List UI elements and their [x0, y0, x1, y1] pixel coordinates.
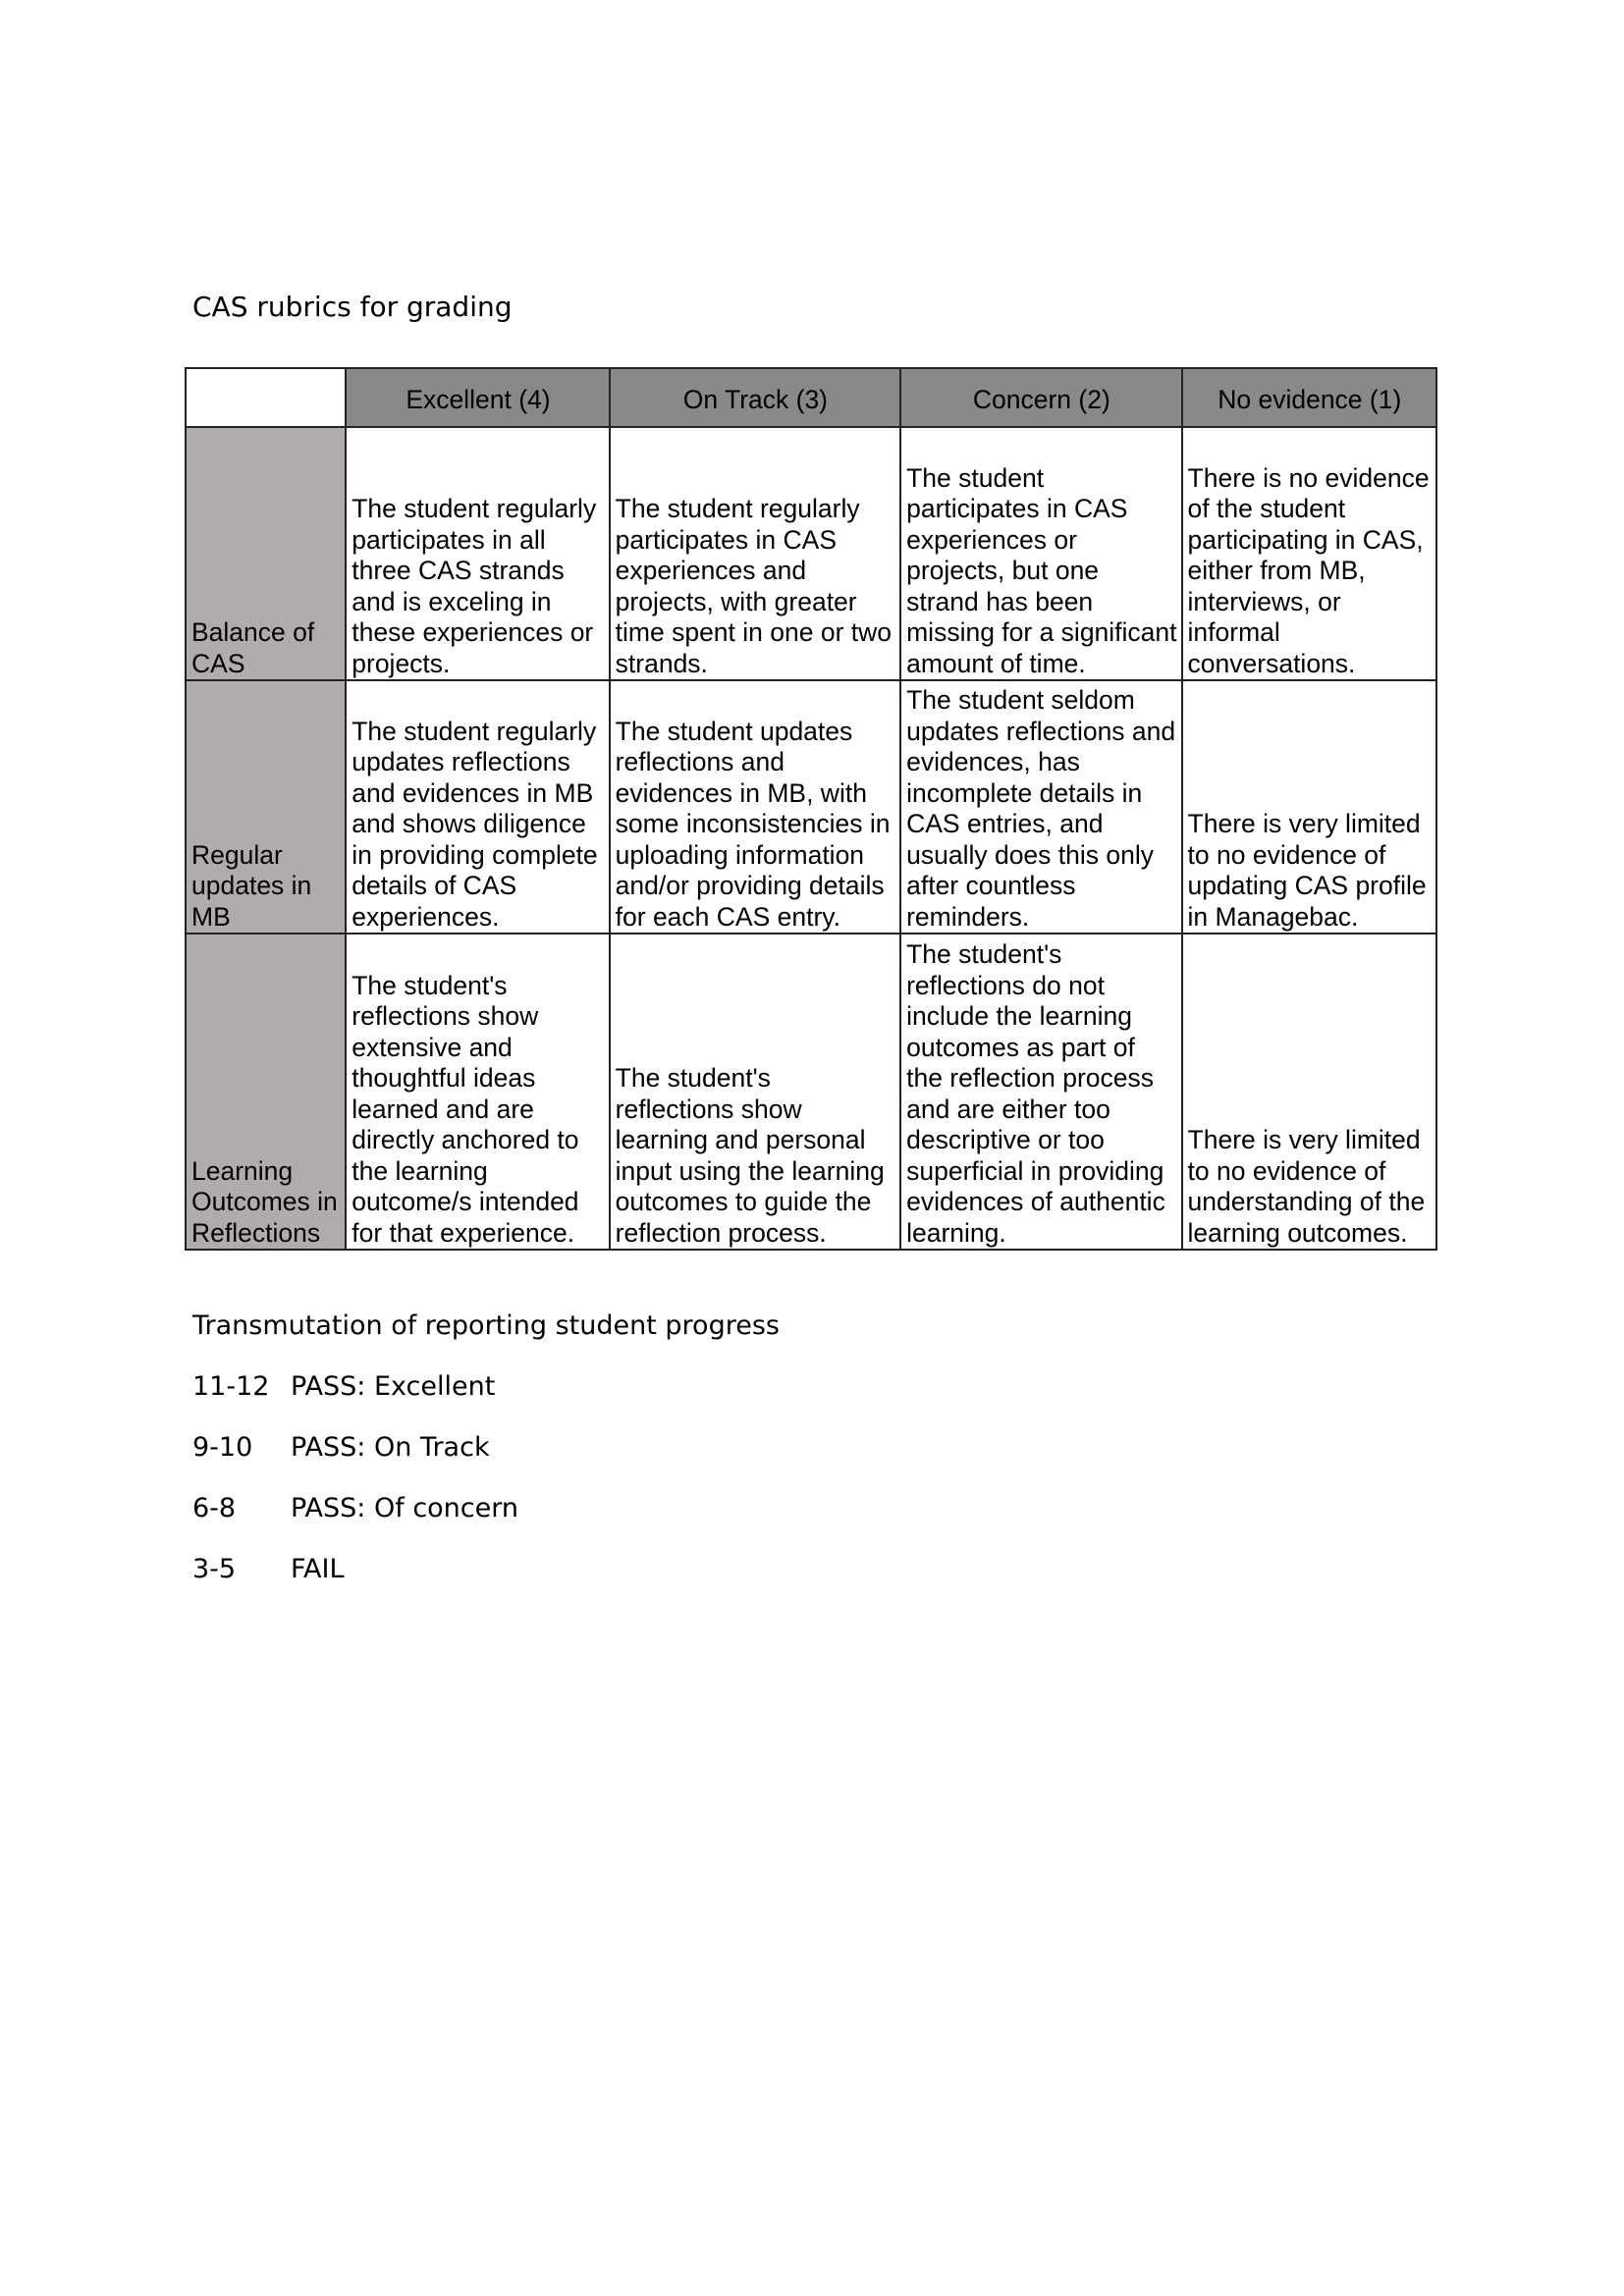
table-row	[186, 934, 1436, 1250]
score-range: 3-5	[192, 1554, 237, 1584]
table-row	[186, 427, 1436, 680]
criterion-regular-updates: Regular updates in MB	[186, 680, 346, 934]
list-item	[192, 1370, 780, 1404]
header-no-evidence: No evidence (1)	[1182, 368, 1436, 427]
table-cell: The student regularly participates in all three CAS strands and is exceling in these experiences or projects.	[346, 427, 609, 680]
header-corner-cell	[186, 368, 346, 427]
table-cell: The student updates reflections and evidences in MB, with some inconsistencies in uploading information and/or providing details for each CAS entry.	[610, 680, 900, 934]
list-item	[192, 1492, 780, 1525]
score-result: FAIL	[291, 1554, 345, 1584]
score-range: 6-8	[192, 1493, 237, 1523]
table-cell: There is no evidence of the student participating in CAS, either from MB, interviews, or informal conversations.	[1182, 427, 1436, 680]
table-cell: The student's reflections do not include the learning outcomes as part of the reflection process and are either too descriptive or too superficial in providing evidences of authentic learning.	[900, 934, 1181, 1250]
score-range: 11-12	[192, 1371, 270, 1402]
list-item	[192, 1431, 780, 1465]
score-result: PASS: Of concern	[291, 1493, 518, 1523]
criterion-balance-of-cas: Balance of CAS	[186, 427, 346, 680]
score-result: PASS: On Track	[291, 1432, 490, 1463]
table-cell: There is very limited to no evidence of understanding of the learning outcomes.	[1182, 934, 1436, 1250]
list-item	[192, 1553, 780, 1586]
criterion-learning-outcomes: Learning Outcomes in Reflections	[186, 934, 346, 1250]
table-cell: The student's reflections show extensive and thoughtful ideas learned and are directly anchored to the learning outcome/s intended for that experience.	[346, 934, 609, 1250]
score-range: 9-10	[192, 1432, 253, 1463]
table-cell: The student regularly updates reflections and evidences in MB and shows diligence in providing complete details of CAS experiences.	[346, 680, 609, 934]
table-cell: The student's reflections show learning and personal input using the learning outcomes to guide the reflection process.	[610, 934, 900, 1250]
table-cell: The student regularly participates in CAS experiences and projects, with greater time spent in one or two strands.	[610, 427, 900, 680]
rubric-table	[185, 367, 1437, 1251]
transmutation-title: Transmutation of reporting student progress	[192, 1310, 780, 1341]
table-cell: The student participates in CAS experiences or projects, but one strand has been missing for a significant amount of time.	[900, 427, 1181, 680]
header-on-track: On Track (3)	[610, 368, 900, 427]
header-excellent: Excellent (4)	[346, 368, 609, 427]
table-cell: There is very limited to no evidence of updating CAS profile in Managebac.	[1182, 680, 1436, 934]
table-cell: The student seldom updates reflections and evidences, has incomplete details in CAS entries, and usually does this only after countless reminders.	[900, 680, 1181, 934]
table-row	[186, 680, 1436, 934]
document-title: CAS rubrics for grading	[192, 291, 513, 323]
transmutation-section	[192, 1309, 780, 1614]
header-concern: Concern (2)	[900, 368, 1181, 427]
rubric-header-row	[186, 368, 1436, 427]
score-result: PASS: Excellent	[291, 1371, 496, 1402]
